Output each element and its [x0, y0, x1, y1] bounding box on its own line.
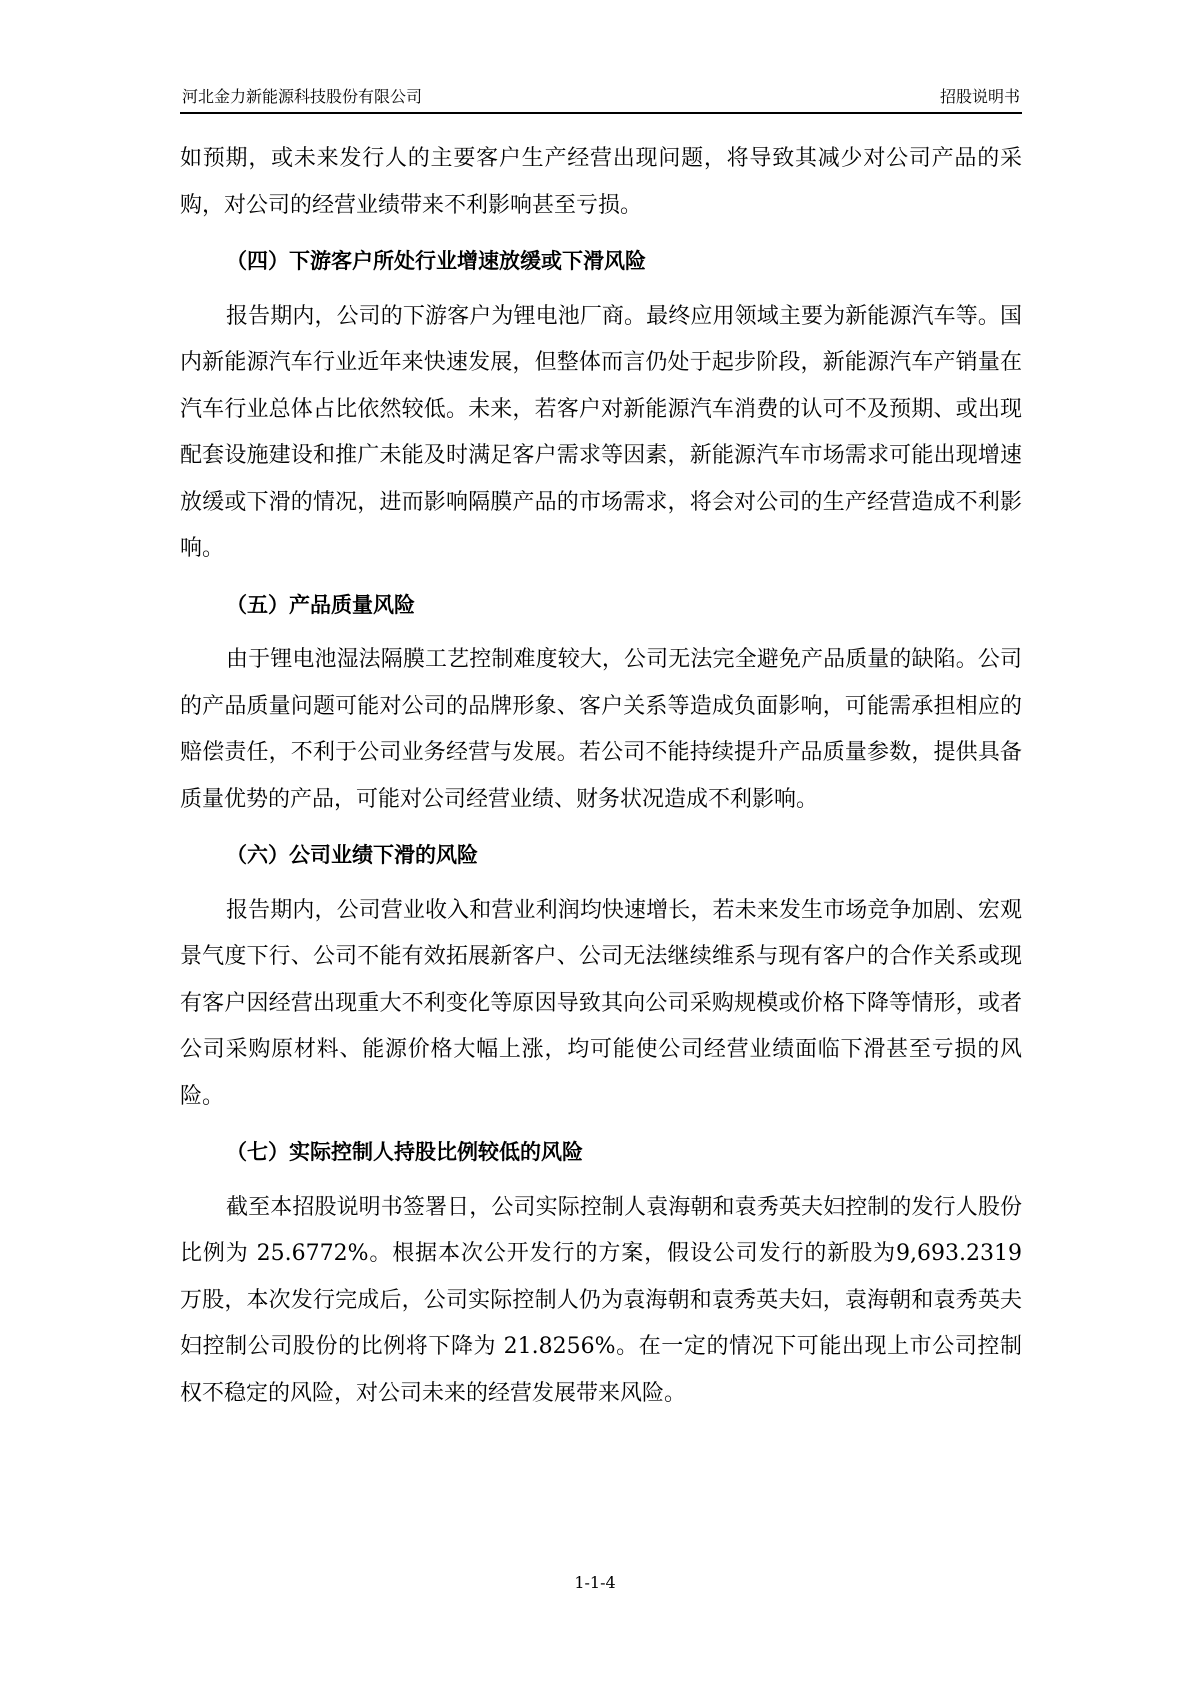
section-heading-4: （四）下游客户所处行业增速放缓或下滑风险 — [226, 249, 646, 273]
document-body — [180, 136, 1022, 1417]
section-paragraph-6: 报告期内，公司营业收入和营业利润均快速增长，若未来发生市场竞争加剧、宏观景气度下行、公司不能有效拓展新客户、公司无法继续维系与现有客户的合作关系或现有客户因经营出现重大不利变化等原因导致其向公司采购规模或价格下降等情形，或者公司采购原材料、能源价格大幅上涨，均可能使公司经营业绩面临下滑甚至亏损的风险。 — [180, 897, 1022, 1109]
page-number: 1-1-4 — [574, 1573, 616, 1592]
section-heading-5: （五）产品质量风险 — [226, 592, 415, 617]
page-header — [180, 82, 1022, 114]
section-heading-7: （七）实际控制人持股比例较低的风险 — [226, 1140, 583, 1164]
section-heading-6: （六）公司业绩下滑的风险 — [226, 843, 478, 867]
section-paragraph-7: 截至本招股说明书签署日，公司实际控制人袁海朝和袁秀英夫妇控制的发行人股份比例为 25.6772%。根据本次公开发行的方案，假设公司发行的新股为9,693.2319 万股，本次发行完成后，公司实际控制人仍为袁海朝和袁秀英夫妇，袁海朝和袁秀英夫妇控制公司股份的比例将下降为 21.8256%。在一定的情况下可能出现上市公司控制权不稳定的风险，对公司未来的经营发展带来风险。 — [180, 1194, 1022, 1406]
document-type: 招股说明书 — [939, 87, 1020, 106]
section-paragraph-4: 报告期内，公司的下游客户为锂电池厂商。最终应用领域主要为新能源汽车等。国内新能源汽车行业近年来快速发展，但整体而言仍处于起步阶段，新能源汽车产销量在汽车行业总体占比依然较低。未来，若客户对新能源汽车消费的认可不及预期、或出现配套设施建设和推广未能及时满足客户需求等因素，新能源汽车市场需求可能出现增速放缓或下滑的情况，进而影响隔膜产品的市场需求，将会对公司的生产经营造成不利影响。 — [180, 303, 1022, 561]
section-paragraph-5: 由于锂电池湿法隔膜工艺控制难度较大，公司无法完全避免产品质量的缺陷。公司的产品质量问题可能对公司的品牌形象、客户关系等造成负面影响，可能需承担相应的赔偿责任，不利于公司业务经营与发展。若公司不能持续提升产品质量参数，提供具备质量优势的产品，可能对公司经营业绩、财务状况造成不利影响。 — [180, 647, 1022, 812]
intro-paragraph: 如预期，或未来发行人的主要客户生产经营出现问题，将导致其减少对公司产品的采购，对公司的经营业绩带来不利影响甚至亏损。 — [180, 146, 1022, 218]
company-name: 河北金力新能源科技股份有限公司 — [182, 87, 423, 106]
